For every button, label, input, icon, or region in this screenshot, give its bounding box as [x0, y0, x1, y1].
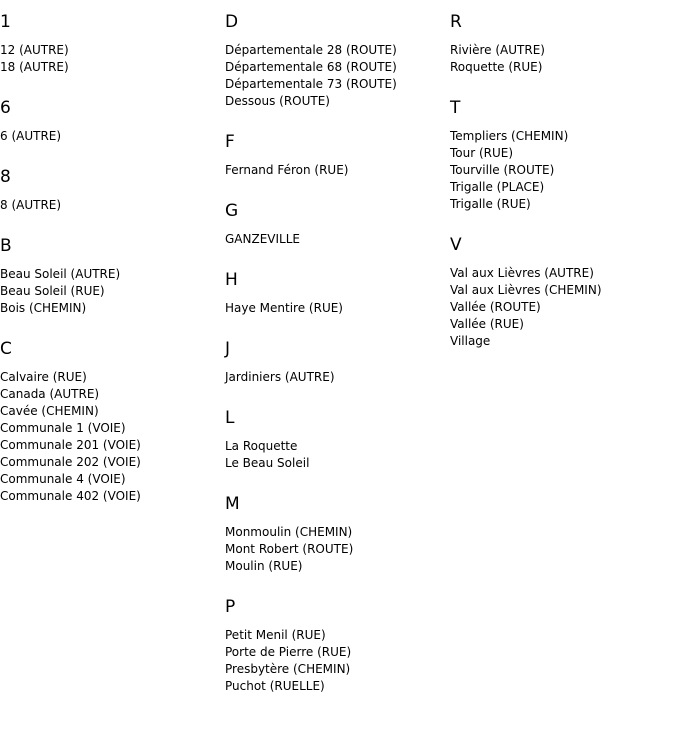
- street-item: [450, 196, 675, 213]
- letter-heading: M: [225, 494, 240, 514]
- street-item: [225, 541, 450, 558]
- street-link[interactable]: Départementale 73 (ROUTE): [225, 77, 397, 91]
- street-link[interactable]: Vallée (ROUTE): [450, 300, 541, 314]
- letter-heading: P: [225, 597, 236, 617]
- street-link[interactable]: Monmoulin (CHEMIN): [225, 525, 353, 539]
- street-link[interactable]: Presbytère (CHEMIN): [225, 662, 351, 676]
- letter-group-d: [225, 12, 450, 110]
- letter-group-8: [0, 167, 225, 214]
- street-item: [0, 266, 225, 283]
- street-link[interactable]: 6 (AUTRE): [0, 129, 62, 143]
- letter-group-p: [225, 597, 450, 695]
- street-link[interactable]: Calvaire (RUE): [0, 370, 87, 384]
- street-item: [225, 627, 450, 644]
- street-item: [450, 333, 675, 350]
- street-link[interactable]: Tour (RUE): [450, 146, 514, 160]
- street-link[interactable]: 12 (AUTRE): [0, 43, 69, 57]
- street-item: [225, 524, 450, 541]
- street-item: [225, 59, 450, 76]
- street-item: [450, 265, 675, 282]
- street-item: [0, 42, 225, 59]
- street-list: [0, 369, 225, 505]
- street-item: [225, 678, 450, 695]
- letter-group-g: [225, 201, 450, 248]
- street-link[interactable]: Trigalle (PLACE): [450, 180, 545, 194]
- letter-heading: T: [450, 98, 461, 118]
- street-link[interactable]: Dessous (ROUTE): [225, 94, 330, 108]
- street-link[interactable]: Communale 201 (VOIE): [0, 438, 141, 452]
- street-item: [450, 316, 675, 333]
- street-link[interactable]: Village: [450, 334, 491, 348]
- street-link[interactable]: GANZEVILLE: [225, 232, 300, 246]
- street-link[interactable]: Communale 402 (VOIE): [0, 489, 141, 503]
- street-link[interactable]: La Roquette: [225, 439, 298, 453]
- street-link[interactable]: Rivière (AUTRE): [450, 43, 545, 57]
- street-item: [225, 438, 450, 455]
- street-list: [225, 162, 450, 179]
- street-link[interactable]: Bois (CHEMIN): [0, 301, 87, 315]
- street-link[interactable]: Puchot (RUELLE): [225, 679, 325, 693]
- letter-group-m: [225, 494, 450, 575]
- street-item: [450, 145, 675, 162]
- street-link[interactable]: 8 (AUTRE): [0, 198, 62, 212]
- letter-heading: L: [225, 408, 235, 428]
- street-list: [0, 197, 225, 214]
- letter-heading: D: [225, 12, 239, 32]
- street-item: [0, 437, 225, 454]
- letter-heading: V: [450, 235, 462, 255]
- street-list: [450, 128, 675, 213]
- street-link[interactable]: Communale 1 (VOIE): [0, 421, 126, 435]
- letter-group-c: [0, 339, 225, 505]
- street-link[interactable]: Fernand Féron (RUE): [225, 163, 349, 177]
- street-item: [0, 128, 225, 145]
- letter-group-j: [225, 339, 450, 386]
- street-item: [225, 369, 450, 386]
- street-link[interactable]: Petit Menil (RUE): [225, 628, 326, 642]
- street-list: [225, 300, 450, 317]
- street-item: [0, 300, 225, 317]
- street-column: [450, 12, 675, 372]
- street-column: [225, 12, 450, 717]
- letter-heading: 6: [0, 98, 11, 118]
- street-link[interactable]: Beau Soleil (RUE): [0, 284, 105, 298]
- street-item: [225, 558, 450, 575]
- street-list: [225, 438, 450, 472]
- street-link[interactable]: Le Beau Soleil: [225, 456, 310, 470]
- letter-heading: 1: [0, 12, 11, 32]
- street-item: [0, 403, 225, 420]
- letter-group-v: [450, 235, 675, 350]
- street-item: [0, 59, 225, 76]
- street-item: [450, 59, 675, 76]
- street-item: [225, 76, 450, 93]
- street-link[interactable]: Mont Robert (ROUTE): [225, 542, 354, 556]
- street-item: [0, 283, 225, 300]
- street-item: [450, 42, 675, 59]
- street-link[interactable]: Moulin (RUE): [225, 559, 303, 573]
- street-list: [450, 265, 675, 350]
- letter-group-b: [0, 236, 225, 317]
- street-list: [225, 627, 450, 695]
- street-item: [225, 93, 450, 110]
- street-item: [0, 369, 225, 386]
- letter-heading: H: [225, 270, 238, 290]
- street-column: [0, 12, 225, 527]
- street-item: [450, 179, 675, 196]
- letter-group-f: [225, 132, 450, 179]
- street-link[interactable]: Communale 4 (VOIE): [0, 472, 126, 486]
- street-item: [0, 386, 225, 403]
- letter-group-1: [0, 12, 225, 76]
- street-item: [0, 454, 225, 471]
- letter-group-t: [450, 98, 675, 213]
- street-list: [450, 42, 675, 76]
- street-link[interactable]: Canada (AUTRE): [0, 387, 100, 401]
- letter-group-r: [450, 12, 675, 76]
- street-link[interactable]: Roquette (RUE): [450, 60, 543, 74]
- street-item: [225, 455, 450, 472]
- letter-group-h: [225, 270, 450, 317]
- street-list: [0, 42, 225, 76]
- street-item: [225, 42, 450, 59]
- street-link[interactable]: 18 (AUTRE): [0, 60, 69, 74]
- street-item: [450, 128, 675, 145]
- street-item: [225, 661, 450, 678]
- street-link[interactable]: Communale 202 (VOIE): [0, 455, 141, 469]
- street-item: [0, 197, 225, 214]
- street-item: [225, 300, 450, 317]
- street-list: [0, 266, 225, 317]
- letter-heading: G: [225, 201, 239, 221]
- street-link[interactable]: Tourville (ROUTE): [450, 163, 555, 177]
- letter-heading: B: [0, 236, 12, 256]
- letter-heading: 8: [0, 167, 11, 187]
- letter-group-6: [0, 98, 225, 145]
- street-item: [450, 282, 675, 299]
- street-link[interactable]: Vallée (RUE): [450, 317, 524, 331]
- street-item: [225, 162, 450, 179]
- street-link[interactable]: Trigalle (RUE): [450, 197, 531, 211]
- street-link[interactable]: Départementale 68 (ROUTE): [225, 60, 397, 74]
- street-item: [450, 299, 675, 316]
- street-link[interactable]: Jardiniers (AUTRE): [225, 370, 335, 384]
- street-list: [225, 231, 450, 248]
- street-link[interactable]: Cavée (CHEMIN): [0, 404, 99, 418]
- street-item: [450, 162, 675, 179]
- letter-heading: J: [225, 339, 231, 359]
- letter-heading: R: [450, 12, 462, 32]
- letter-group-l: [225, 408, 450, 472]
- street-link[interactable]: Templiers (CHEMIN): [450, 129, 569, 143]
- street-link[interactable]: Départementale 28 (ROUTE): [225, 43, 397, 57]
- street-list: [225, 42, 450, 110]
- street-list: [225, 369, 450, 386]
- street-item: [0, 488, 225, 505]
- street-link[interactable]: Haye Mentire (RUE): [225, 301, 343, 315]
- street-list: [0, 128, 225, 145]
- street-link[interactable]: Val aux Lièvres (CHEMIN): [450, 283, 602, 297]
- letter-heading: F: [225, 132, 235, 152]
- street-link[interactable]: Val aux Lièvres (AUTRE): [450, 266, 594, 280]
- letter-heading: C: [0, 339, 12, 359]
- street-item: [0, 471, 225, 488]
- street-item: [225, 644, 450, 661]
- street-item: [0, 420, 225, 437]
- street-link[interactable]: Porte de Pierre (RUE): [225, 645, 352, 659]
- street-link[interactable]: Beau Soleil (AUTRE): [0, 267, 121, 281]
- street-item: [225, 231, 450, 248]
- street-list: [225, 524, 450, 575]
